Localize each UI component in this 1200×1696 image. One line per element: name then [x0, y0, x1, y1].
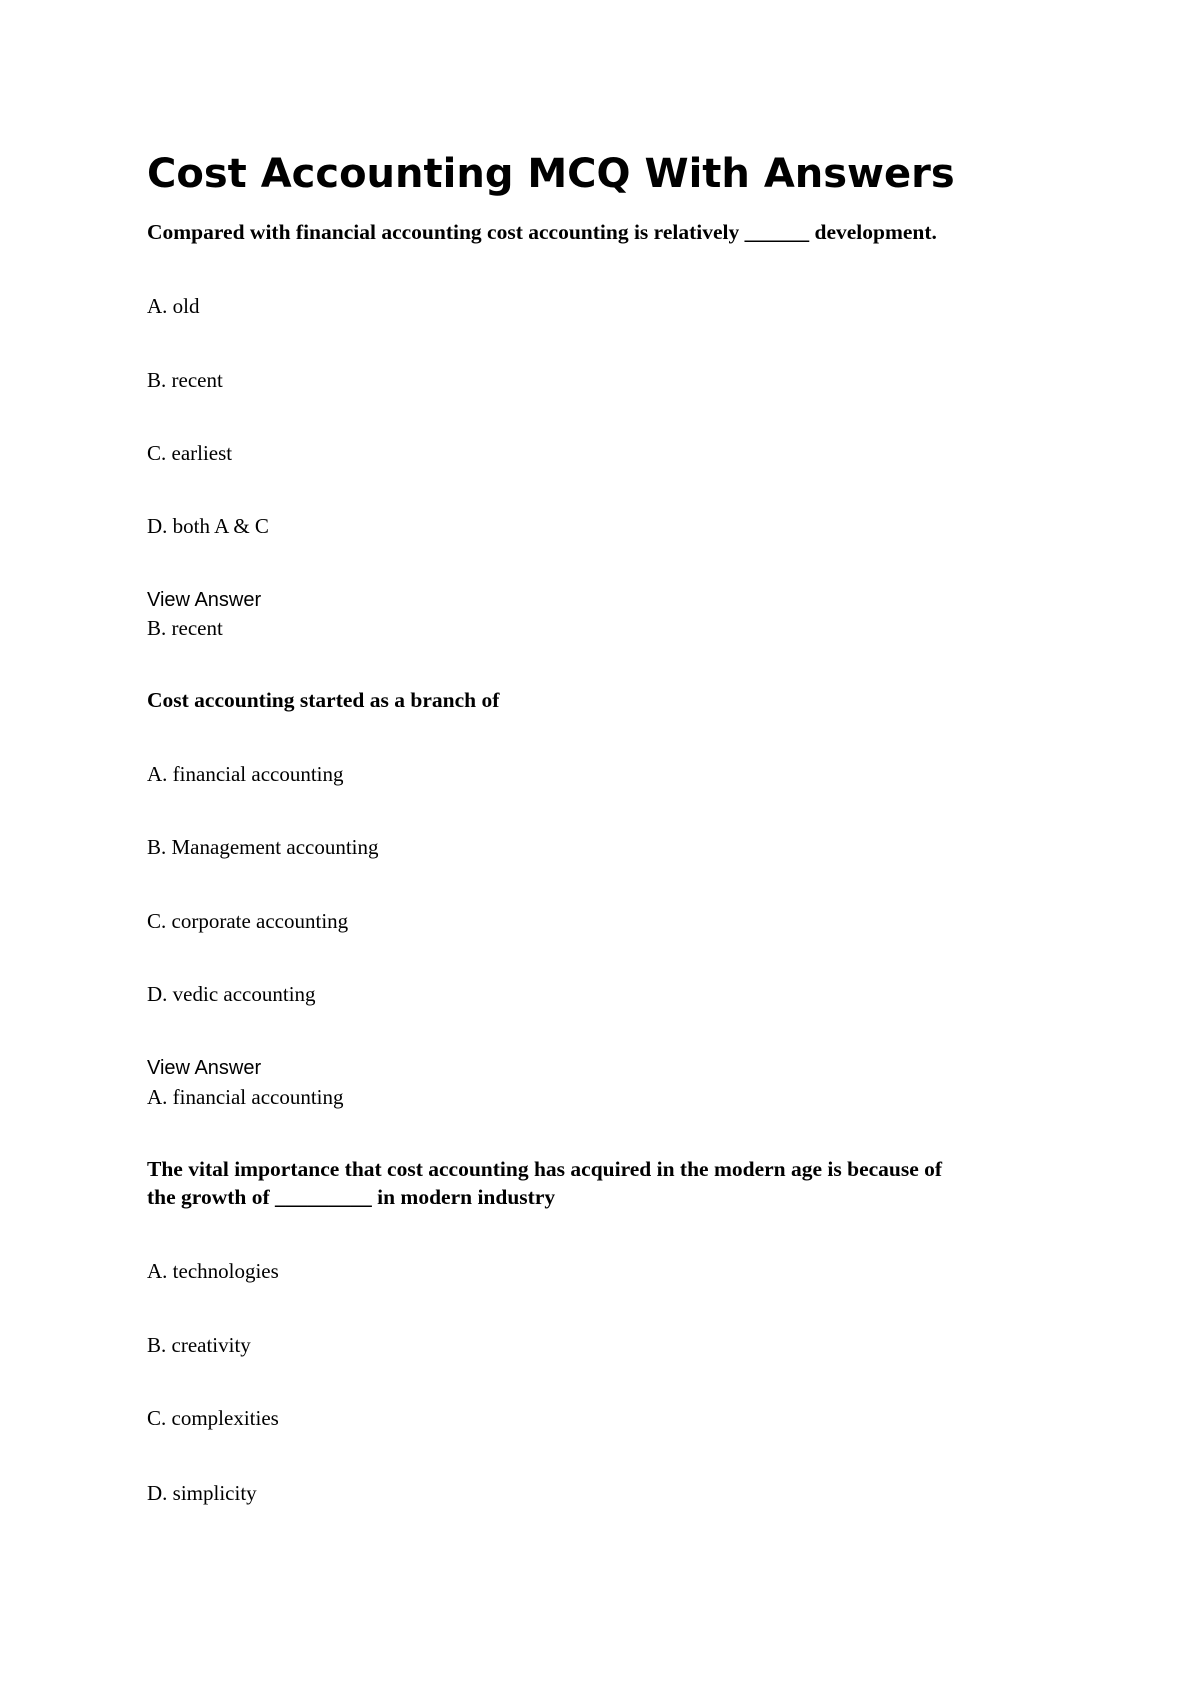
question-2-option-b: B. Management accounting — [147, 835, 379, 859]
question-3-text-line-2: the growth of _________ in modern industry — [147, 1185, 556, 1209]
question-3-option-a: A. technologies — [147, 1259, 279, 1283]
question-2-answer: A. financial accounting — [147, 1085, 344, 1109]
question-3-option-b: B. creativity — [147, 1333, 251, 1357]
question-1-answer: B. recent — [147, 616, 223, 640]
question-1-text: Compared with financial accounting cost accounting is relatively ______ development. — [147, 220, 937, 244]
question-2-text: Cost accounting started as a branch of — [147, 688, 500, 712]
question-2-option-a: A. financial accounting — [147, 762, 344, 786]
question-2-option-d: D. vedic accounting — [147, 982, 316, 1006]
question-1-option-d: D. both A & C — [147, 514, 269, 538]
question-2-option-c: C. corporate accounting — [147, 909, 349, 933]
question-1-option-c: C. earliest — [147, 441, 233, 465]
page-title: Cost Accounting MCQ With Answers — [147, 151, 955, 197]
question-1-view-answer[interactable]: View Answer — [147, 589, 262, 611]
question-3-text-line-1: The vital importance that cost accounting has acquired in the modern age is because of — [147, 1157, 943, 1181]
question-1-option-a: A. old — [147, 294, 200, 318]
question-1-option-b: B. recent — [147, 368, 223, 392]
question-2-view-answer[interactable]: View Answer — [147, 1057, 262, 1079]
question-3-option-d: D. simplicity — [147, 1481, 257, 1505]
question-3-option-c: C. complexities — [147, 1406, 279, 1430]
